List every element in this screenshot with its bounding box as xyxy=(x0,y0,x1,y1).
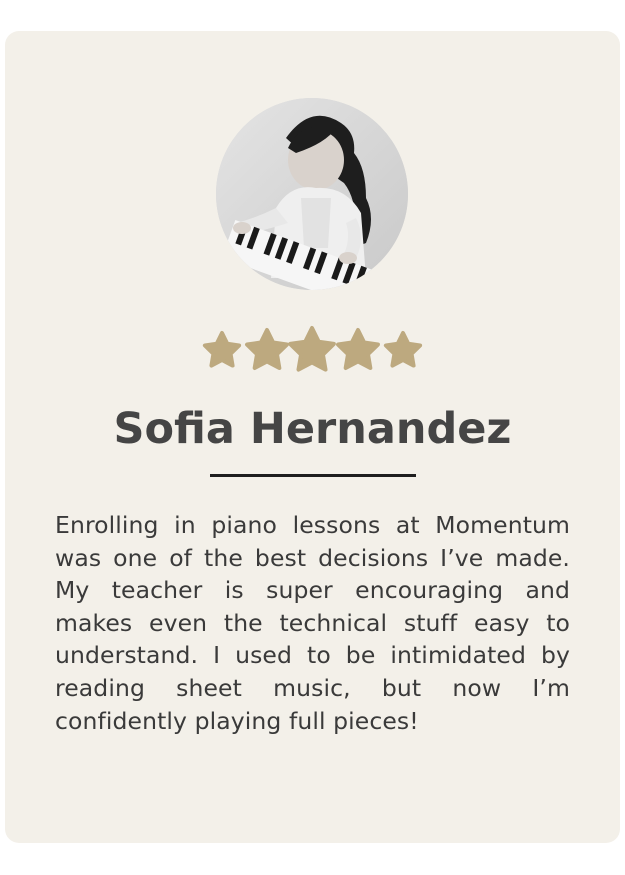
star-icon xyxy=(338,330,378,368)
divider xyxy=(210,474,416,477)
avatar xyxy=(216,98,408,290)
star-icon xyxy=(386,333,420,366)
avatar-photo xyxy=(216,98,408,290)
star-icon xyxy=(205,333,239,366)
star-icon xyxy=(290,328,334,370)
testimonial-card xyxy=(5,31,620,843)
star-icon xyxy=(247,330,287,368)
reviewer-name: Sofia Hernandez xyxy=(113,404,512,454)
testimonial-quote: Enrolling in piano lessons at Momentum was one of the best decisions I’ve made. My teacher is super encouraging and makes even the technical stuff easy to understand. I used to be intimidated by reading sheet music, but now I’m confidently playing full pieces! xyxy=(55,511,570,735)
star-rating xyxy=(200,325,425,373)
